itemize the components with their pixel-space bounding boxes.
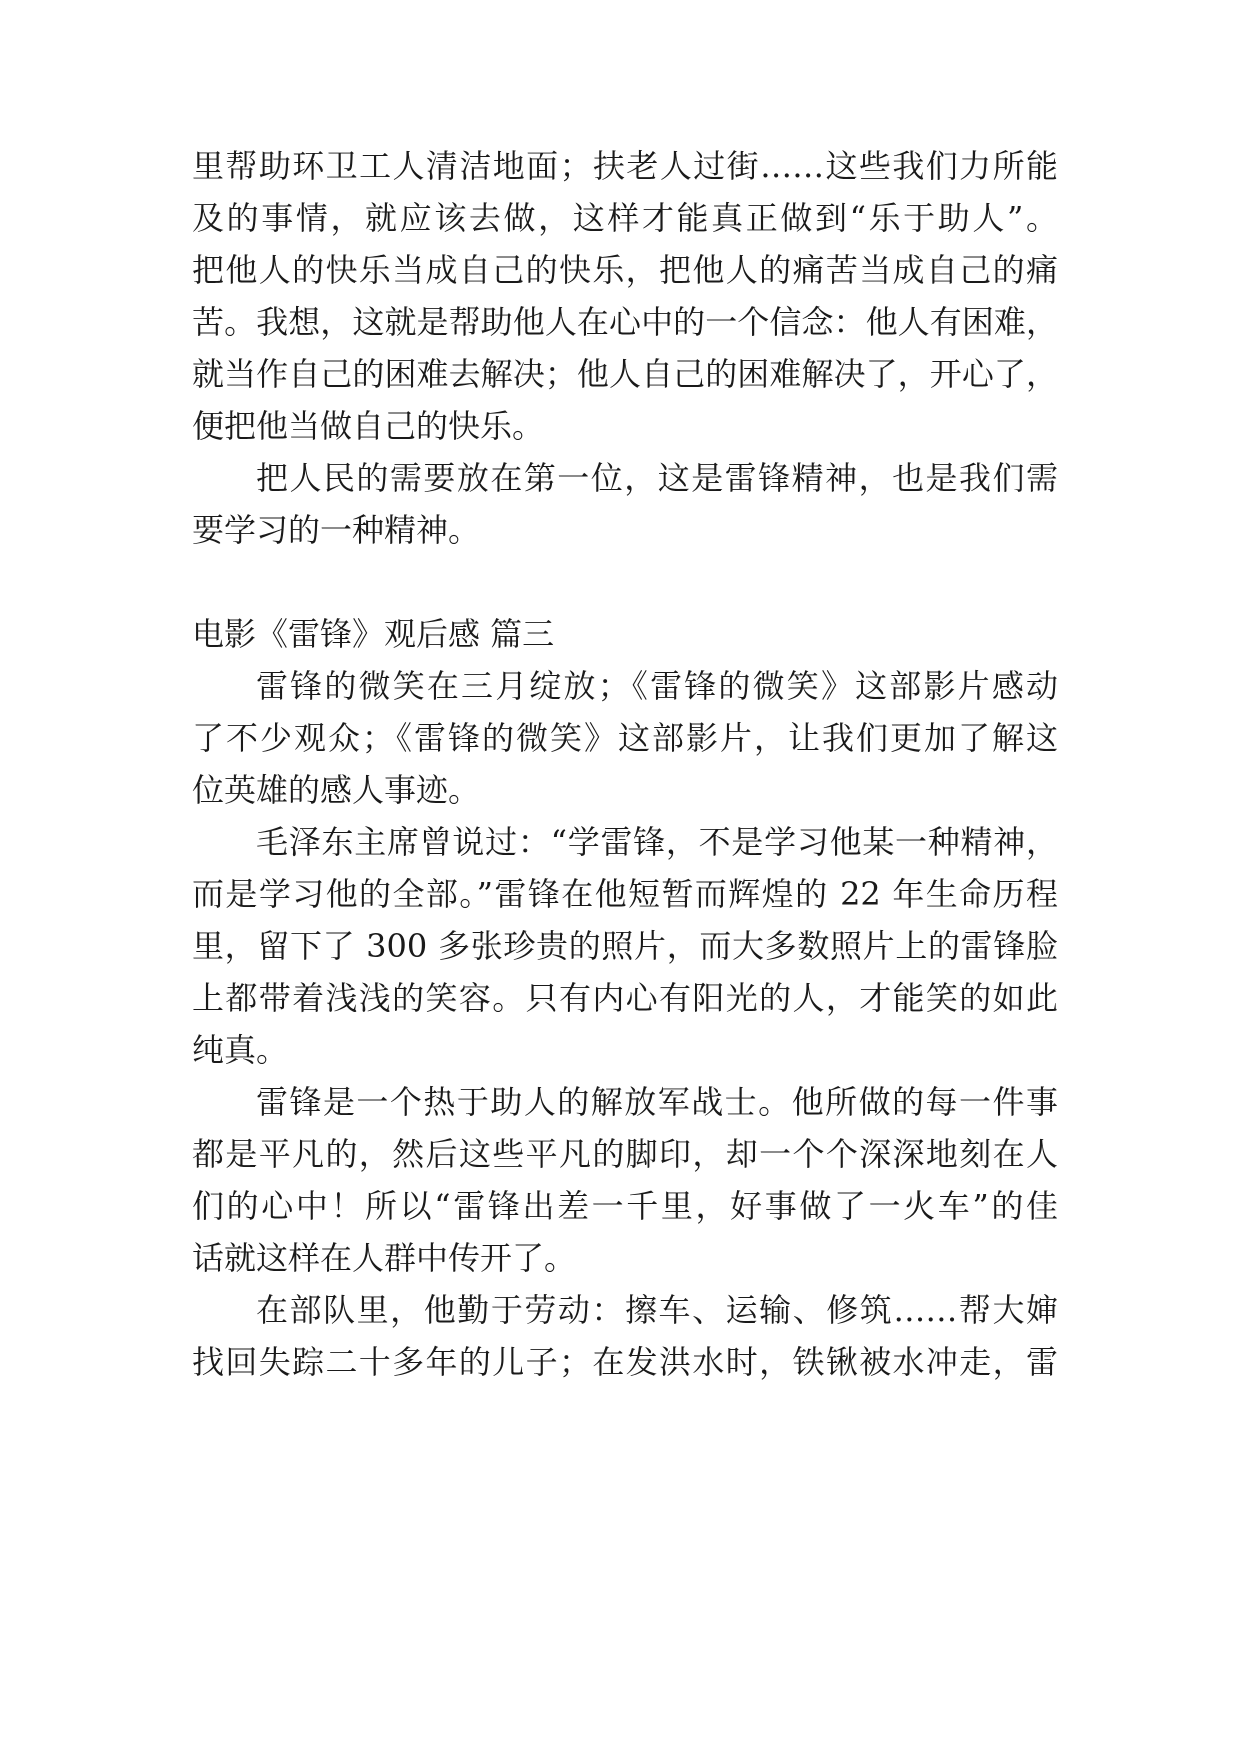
text-line: 都是平凡的，然后这些平凡的脚印，却一个个深深地刻在人 — [192, 1135, 1058, 1173]
text-line: 里，留下了 300 多张珍贵的照片，而大多数照片上的雷锋脸 — [192, 927, 1058, 965]
text-line: 上都带着浅浅的笑容。只有内心有阳光的人，才能笑的如此 — [192, 979, 1058, 1017]
paragraph-first-line: 雷锋的微笑在三月绽放；《雷锋的微笑》这部影片感动 — [256, 667, 1058, 705]
paragraph-first-line: 毛泽东主席曾说过：“学雷锋，不是学习他某一种精神， — [256, 823, 1058, 861]
text-line: 就当作自己的困难去解决；他人自己的困难解决了，开心了， — [192, 355, 1058, 393]
text-line: 里帮助环卫工人清洁地面；扶老人过街……这些我们力所能 — [192, 147, 1058, 185]
section-heading: 电影《雷锋》观后感 篇三 — [192, 615, 555, 653]
paragraph-first-line: 雷锋是一个热于助人的解放军战士。他所做的每一件事 — [256, 1083, 1058, 1121]
text-line: 及的事情，就应该去做，这样才能真正做到“乐于助人”。 — [192, 199, 1058, 237]
document-page — [192, 0, 1058, 1754]
text-line: 把他人的快乐当成自己的快乐，把他人的痛苦当成自己的痛 — [192, 251, 1058, 289]
text-line: 话就这样在人群中传开了。 — [192, 1239, 577, 1277]
text-line: 要学习的一种精神。 — [192, 511, 481, 549]
paragraph-first-line: 在部队里，他勤于劳动：擦车、运输、修筑……帮大婶 — [256, 1291, 1058, 1329]
text-line: 便把他当做自己的快乐。 — [192, 407, 545, 445]
text-line: 了不少观众；《雷锋的微笑》这部影片，让我们更加了解这 — [192, 719, 1058, 757]
text-line: 找回失踪二十多年的儿子；在发洪水时，铁锹被水冲走，雷 — [192, 1343, 1058, 1381]
paragraph-first-line: 把人民的需要放在第一位，这是雷锋精神，也是我们需 — [256, 459, 1058, 497]
text-line: 纯真。 — [192, 1031, 289, 1069]
text-line: 位英雄的感人事迹。 — [192, 771, 481, 809]
text-line: 们的心中！所以“雷锋出差一千里，好事做了一火车”的佳 — [192, 1187, 1058, 1225]
text-line: 苦。我想，这就是帮助他人在心中的一个信念：他人有困难， — [192, 303, 1058, 341]
text-line: 而是学习他的全部。”雷锋在他短暂而辉煌的 22 年生命历程 — [192, 875, 1058, 913]
